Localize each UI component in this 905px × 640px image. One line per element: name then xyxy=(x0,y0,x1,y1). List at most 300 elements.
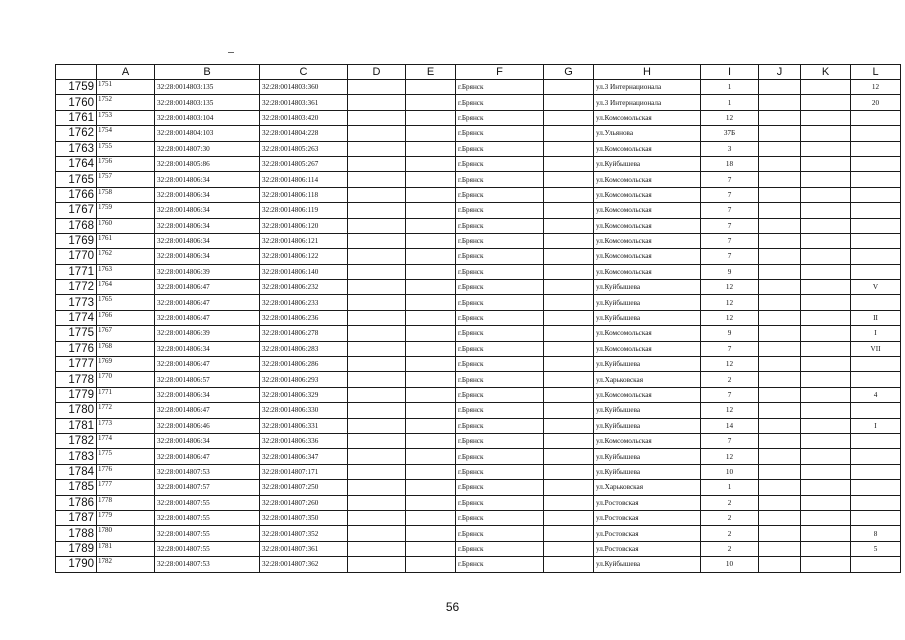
cell-a: 1770 xyxy=(97,372,155,387)
row-number: 1766 xyxy=(56,187,97,202)
cell-i: 12 xyxy=(701,403,759,418)
cell-k xyxy=(801,464,851,479)
row-number: 1771 xyxy=(56,264,97,279)
cell-j xyxy=(759,95,801,110)
cell-k xyxy=(801,218,851,233)
cell-k xyxy=(801,126,851,141)
cell-e xyxy=(406,495,456,510)
cell-e xyxy=(406,264,456,279)
cell-f: г.Брянск xyxy=(456,495,544,510)
cell-k xyxy=(801,403,851,418)
cell-l xyxy=(851,480,901,495)
row-number: 1769 xyxy=(56,233,97,248)
cell-d xyxy=(348,295,406,310)
cell-h: ул.Комсомольская xyxy=(594,141,701,156)
cell-h: ул.Комсомольская xyxy=(594,341,701,356)
cell-i: 37Б xyxy=(701,126,759,141)
cell-a: 1765 xyxy=(97,295,155,310)
cell-a: 1773 xyxy=(97,418,155,433)
cell-j xyxy=(759,480,801,495)
table-row xyxy=(56,95,901,110)
cell-c: 32:28:0014807:260 xyxy=(260,495,348,510)
cell-f: г.Брянск xyxy=(456,341,544,356)
cell-l: V xyxy=(851,280,901,295)
table-row xyxy=(56,141,901,156)
cell-c: 32:28:0014807:352 xyxy=(260,526,348,541)
cell-a: 1776 xyxy=(97,464,155,479)
cell-d xyxy=(348,172,406,187)
cell-j xyxy=(759,310,801,325)
cell-i: 7 xyxy=(701,172,759,187)
cell-h: ул.3 Интернационала xyxy=(594,95,701,110)
cell-d xyxy=(348,403,406,418)
cell-c: 32:28:0014806:293 xyxy=(260,372,348,387)
cell-i: 10 xyxy=(701,464,759,479)
cell-b: 32:28:0014803:135 xyxy=(155,95,260,110)
cell-a: 1760 xyxy=(97,218,155,233)
cell-b: 32:28:0014803:135 xyxy=(155,80,260,95)
cell-j xyxy=(759,433,801,448)
row-number: 1784 xyxy=(56,464,97,479)
cell-b: 32:28:0014807:55 xyxy=(155,510,260,525)
cell-a: 1762 xyxy=(97,249,155,264)
cell-d xyxy=(348,372,406,387)
cell-b: 32:28:0014804:103 xyxy=(155,126,260,141)
row-number: 1782 xyxy=(56,433,97,448)
cell-i: 7 xyxy=(701,203,759,218)
cell-j xyxy=(759,341,801,356)
cell-e xyxy=(406,126,456,141)
cell-g xyxy=(544,357,594,372)
cell-d xyxy=(348,557,406,572)
cell-g xyxy=(544,510,594,525)
cell-b: 32:28:0014806:47 xyxy=(155,357,260,372)
cell-k xyxy=(801,341,851,356)
cell-k xyxy=(801,249,851,264)
row-number: 1774 xyxy=(56,310,97,325)
cell-c: 32:28:0014806:236 xyxy=(260,310,348,325)
table-row xyxy=(56,326,901,341)
cell-l: I xyxy=(851,418,901,433)
cell-j xyxy=(759,541,801,556)
cell-f: г.Брянск xyxy=(456,526,544,541)
column-header-l: L xyxy=(851,65,901,80)
cell-f: г.Брянск xyxy=(456,218,544,233)
cell-h: ул.Куйбышева xyxy=(594,156,701,171)
cell-d xyxy=(348,110,406,125)
cell-h: ул.Комсомольская xyxy=(594,264,701,279)
cell-c: 32:28:0014806:120 xyxy=(260,218,348,233)
cell-l xyxy=(851,449,901,464)
cell-a: 1756 xyxy=(97,156,155,171)
row-number: 1762 xyxy=(56,126,97,141)
cell-c: 32:28:0014806:119 xyxy=(260,203,348,218)
table-row xyxy=(56,218,901,233)
cell-b: 32:28:0014806:34 xyxy=(155,172,260,187)
cell-k xyxy=(801,187,851,202)
cell-d xyxy=(348,280,406,295)
cell-l xyxy=(851,295,901,310)
cell-a: 1768 xyxy=(97,341,155,356)
cell-k xyxy=(801,80,851,95)
table-row xyxy=(56,495,901,510)
cell-f: г.Брянск xyxy=(456,141,544,156)
cell-g xyxy=(544,526,594,541)
cell-h: ул.Ростовская xyxy=(594,510,701,525)
column-header-c: C xyxy=(260,65,348,80)
cell-a: 1771 xyxy=(97,387,155,402)
cell-a: 1774 xyxy=(97,433,155,448)
cell-k xyxy=(801,357,851,372)
cell-i: 18 xyxy=(701,156,759,171)
cell-d xyxy=(348,80,406,95)
cell-d xyxy=(348,156,406,171)
cell-e xyxy=(406,526,456,541)
cell-a: 1775 xyxy=(97,449,155,464)
cell-i: 2 xyxy=(701,526,759,541)
cell-d xyxy=(348,264,406,279)
cell-g xyxy=(544,249,594,264)
column-header-f: F xyxy=(456,65,544,80)
cell-a: 1752 xyxy=(97,95,155,110)
cell-g xyxy=(544,372,594,387)
table-row xyxy=(56,510,901,525)
scan-mark xyxy=(228,52,234,53)
cell-f: г.Брянск xyxy=(456,464,544,479)
cell-c: 32:28:0014806:336 xyxy=(260,433,348,448)
cell-e xyxy=(406,295,456,310)
cell-j xyxy=(759,495,801,510)
cell-g xyxy=(544,387,594,402)
cell-b: 32:28:0014806:47 xyxy=(155,295,260,310)
cell-d xyxy=(348,326,406,341)
cell-e xyxy=(406,480,456,495)
cell-b: 32:28:0014806:39 xyxy=(155,326,260,341)
row-number: 1790 xyxy=(56,557,97,572)
cell-b: 32:28:0014806:57 xyxy=(155,372,260,387)
cell-a: 1764 xyxy=(97,280,155,295)
row-number: 1761 xyxy=(56,110,97,125)
cell-l xyxy=(851,218,901,233)
table-row xyxy=(56,541,901,556)
cell-f: г.Брянск xyxy=(456,249,544,264)
cell-i: 12 xyxy=(701,310,759,325)
cell-e xyxy=(406,541,456,556)
cell-j xyxy=(759,80,801,95)
cell-h: ул.Комсомольская xyxy=(594,172,701,187)
row-number: 1770 xyxy=(56,249,97,264)
cell-d xyxy=(348,480,406,495)
row-number: 1763 xyxy=(56,141,97,156)
cell-d xyxy=(348,433,406,448)
row-number: 1786 xyxy=(56,495,97,510)
cell-e xyxy=(406,403,456,418)
cell-j xyxy=(759,110,801,125)
table-row xyxy=(56,387,901,402)
cell-a: 1757 xyxy=(97,172,155,187)
column-header-i: I xyxy=(701,65,759,80)
cell-e xyxy=(406,372,456,387)
cell-d xyxy=(348,310,406,325)
cell-e xyxy=(406,449,456,464)
cell-k xyxy=(801,387,851,402)
cell-e xyxy=(406,326,456,341)
cell-j xyxy=(759,295,801,310)
cell-f: г.Брянск xyxy=(456,541,544,556)
cell-h: ул.Куйбышева xyxy=(594,449,701,464)
cell-l xyxy=(851,372,901,387)
cell-k xyxy=(801,541,851,556)
cell-l xyxy=(851,403,901,418)
cell-e xyxy=(406,141,456,156)
cell-e xyxy=(406,156,456,171)
cell-b: 32:28:0014807:30 xyxy=(155,141,260,156)
table-row xyxy=(56,203,901,218)
cell-k xyxy=(801,433,851,448)
cell-e xyxy=(406,218,456,233)
cell-a: 1779 xyxy=(97,510,155,525)
cell-k xyxy=(801,156,851,171)
cell-l xyxy=(851,203,901,218)
table-body xyxy=(56,80,901,573)
cell-l xyxy=(851,264,901,279)
row-number: 1764 xyxy=(56,156,97,171)
cell-k xyxy=(801,280,851,295)
table-row xyxy=(56,156,901,171)
cell-g xyxy=(544,80,594,95)
cell-h: ул.Куйбышева xyxy=(594,557,701,572)
cell-c: 32:28:0014807:250 xyxy=(260,480,348,495)
row-number: 1776 xyxy=(56,341,97,356)
cell-i: 7 xyxy=(701,233,759,248)
cell-e xyxy=(406,357,456,372)
cell-a: 1763 xyxy=(97,264,155,279)
cell-b: 32:28:0014806:47 xyxy=(155,449,260,464)
cell-d xyxy=(348,526,406,541)
cell-l xyxy=(851,464,901,479)
cell-f: г.Брянск xyxy=(456,433,544,448)
cell-e xyxy=(406,310,456,325)
cell-a: 1778 xyxy=(97,495,155,510)
cell-j xyxy=(759,233,801,248)
cell-k xyxy=(801,510,851,525)
cell-a: 1751 xyxy=(97,80,155,95)
cell-f: г.Брянск xyxy=(456,126,544,141)
cell-c: 32:28:0014804:228 xyxy=(260,126,348,141)
cell-l xyxy=(851,557,901,572)
cell-b: 32:28:0014805:86 xyxy=(155,156,260,171)
cell-g xyxy=(544,341,594,356)
cell-e xyxy=(406,249,456,264)
row-number: 1760 xyxy=(56,95,97,110)
cell-h: ул.Ростовская xyxy=(594,526,701,541)
cell-f: г.Брянск xyxy=(456,403,544,418)
cell-l xyxy=(851,495,901,510)
cell-f: г.Брянск xyxy=(456,510,544,525)
cell-g xyxy=(544,110,594,125)
cell-b: 32:28:0014806:47 xyxy=(155,403,260,418)
cell-l xyxy=(851,172,901,187)
cell-g xyxy=(544,203,594,218)
cell-j xyxy=(759,510,801,525)
table-row xyxy=(56,480,901,495)
cell-l xyxy=(851,110,901,125)
cell-f: г.Брянск xyxy=(456,264,544,279)
cell-c: 32:28:0014806:118 xyxy=(260,187,348,202)
cell-h: ул.Куйбышева xyxy=(594,310,701,325)
cell-f: г.Брянск xyxy=(456,357,544,372)
cell-j xyxy=(759,357,801,372)
cell-i: 12 xyxy=(701,357,759,372)
cell-i: 7 xyxy=(701,249,759,264)
table-row xyxy=(56,233,901,248)
cell-d xyxy=(348,249,406,264)
cell-f: г.Брянск xyxy=(456,326,544,341)
cell-l: 8 xyxy=(851,526,901,541)
row-number: 1783 xyxy=(56,449,97,464)
cell-c: 32:28:0014806:330 xyxy=(260,403,348,418)
cell-i: 7 xyxy=(701,187,759,202)
cell-k xyxy=(801,110,851,125)
cell-i: 2 xyxy=(701,510,759,525)
cell-i: 1 xyxy=(701,80,759,95)
cell-c: 32:28:0014806:233 xyxy=(260,295,348,310)
cell-c: 32:28:0014806:140 xyxy=(260,264,348,279)
cell-f: г.Брянск xyxy=(456,372,544,387)
cell-h: ул.Куйбышева xyxy=(594,403,701,418)
cell-k xyxy=(801,495,851,510)
cell-i: 7 xyxy=(701,341,759,356)
cell-b: 32:28:0014806:34 xyxy=(155,203,260,218)
cell-c: 32:28:0014806:121 xyxy=(260,233,348,248)
cell-g xyxy=(544,126,594,141)
cell-h: ул.Куйбышева xyxy=(594,295,701,310)
column-header-d: D xyxy=(348,65,406,80)
cell-g xyxy=(544,95,594,110)
cell-h: ул.Комсомольская xyxy=(594,218,701,233)
cell-b: 32:28:0014806:46 xyxy=(155,418,260,433)
cell-d xyxy=(348,495,406,510)
table-row xyxy=(56,357,901,372)
cell-h: ул.Комсомольская xyxy=(594,433,701,448)
cell-b: 32:28:0014806:47 xyxy=(155,280,260,295)
table-row xyxy=(56,372,901,387)
table-row xyxy=(56,264,901,279)
cell-j xyxy=(759,187,801,202)
cell-e xyxy=(406,557,456,572)
cell-i: 2 xyxy=(701,372,759,387)
table-row xyxy=(56,172,901,187)
table-row xyxy=(56,249,901,264)
cell-l: I xyxy=(851,326,901,341)
cell-b: 32:28:0014806:34 xyxy=(155,433,260,448)
cell-g xyxy=(544,264,594,279)
cell-l: 20 xyxy=(851,95,901,110)
cell-a: 1753 xyxy=(97,110,155,125)
cell-d xyxy=(348,387,406,402)
cell-c: 32:28:0014803:360 xyxy=(260,80,348,95)
cell-k xyxy=(801,141,851,156)
cell-g xyxy=(544,541,594,556)
cell-d xyxy=(348,187,406,202)
table-row xyxy=(56,80,901,95)
cell-f: г.Брянск xyxy=(456,295,544,310)
cell-j xyxy=(759,526,801,541)
cell-j xyxy=(759,387,801,402)
cell-l: VII xyxy=(851,341,901,356)
cell-j xyxy=(759,280,801,295)
cell-i: 7 xyxy=(701,433,759,448)
cell-g xyxy=(544,187,594,202)
cell-c: 32:28:0014806:283 xyxy=(260,341,348,356)
cell-j xyxy=(759,464,801,479)
cell-l xyxy=(851,510,901,525)
cell-f: г.Брянск xyxy=(456,172,544,187)
row-number: 1781 xyxy=(56,418,97,433)
cell-b: 32:28:0014806:34 xyxy=(155,387,260,402)
cell-d xyxy=(348,95,406,110)
row-number: 1787 xyxy=(56,510,97,525)
cell-i: 7 xyxy=(701,387,759,402)
cell-f: г.Брянск xyxy=(456,310,544,325)
cell-b: 32:28:0014807:57 xyxy=(155,480,260,495)
row-number: 1779 xyxy=(56,387,97,402)
cell-c: 32:28:0014807:362 xyxy=(260,557,348,572)
cell-e xyxy=(406,433,456,448)
cell-g xyxy=(544,141,594,156)
cell-c: 32:28:0014806:329 xyxy=(260,387,348,402)
cell-g xyxy=(544,218,594,233)
cell-e xyxy=(406,280,456,295)
cell-b: 32:28:0014806:34 xyxy=(155,233,260,248)
cell-j xyxy=(759,172,801,187)
cell-h: ул.Комсомольская xyxy=(594,203,701,218)
cell-g xyxy=(544,295,594,310)
cell-a: 1772 xyxy=(97,403,155,418)
table-row xyxy=(56,110,901,125)
cell-j xyxy=(759,403,801,418)
row-number: 1775 xyxy=(56,326,97,341)
cell-g xyxy=(544,172,594,187)
row-number: 1788 xyxy=(56,526,97,541)
cell-i: 1 xyxy=(701,480,759,495)
cell-i: 2 xyxy=(701,495,759,510)
cell-g xyxy=(544,156,594,171)
cell-d xyxy=(348,341,406,356)
cell-b: 32:28:0014807:55 xyxy=(155,541,260,556)
row-number: 1765 xyxy=(56,172,97,187)
cell-e xyxy=(406,80,456,95)
cell-e xyxy=(406,464,456,479)
cell-h: ул.Куйбышева xyxy=(594,418,701,433)
cell-k xyxy=(801,449,851,464)
cell-c: 32:28:0014806:286 xyxy=(260,357,348,372)
cell-a: 1781 xyxy=(97,541,155,556)
column-header-g: G xyxy=(544,65,594,80)
table-row xyxy=(56,449,901,464)
column-header-corner xyxy=(56,65,97,80)
cell-b: 32:28:0014806:34 xyxy=(155,218,260,233)
cell-f: г.Брянск xyxy=(456,387,544,402)
cell-k xyxy=(801,372,851,387)
cell-i: 7 xyxy=(701,218,759,233)
column-header-e: E xyxy=(406,65,456,80)
cell-i: 10 xyxy=(701,557,759,572)
cell-j xyxy=(759,141,801,156)
cell-k xyxy=(801,95,851,110)
cell-j xyxy=(759,203,801,218)
cell-k xyxy=(801,203,851,218)
